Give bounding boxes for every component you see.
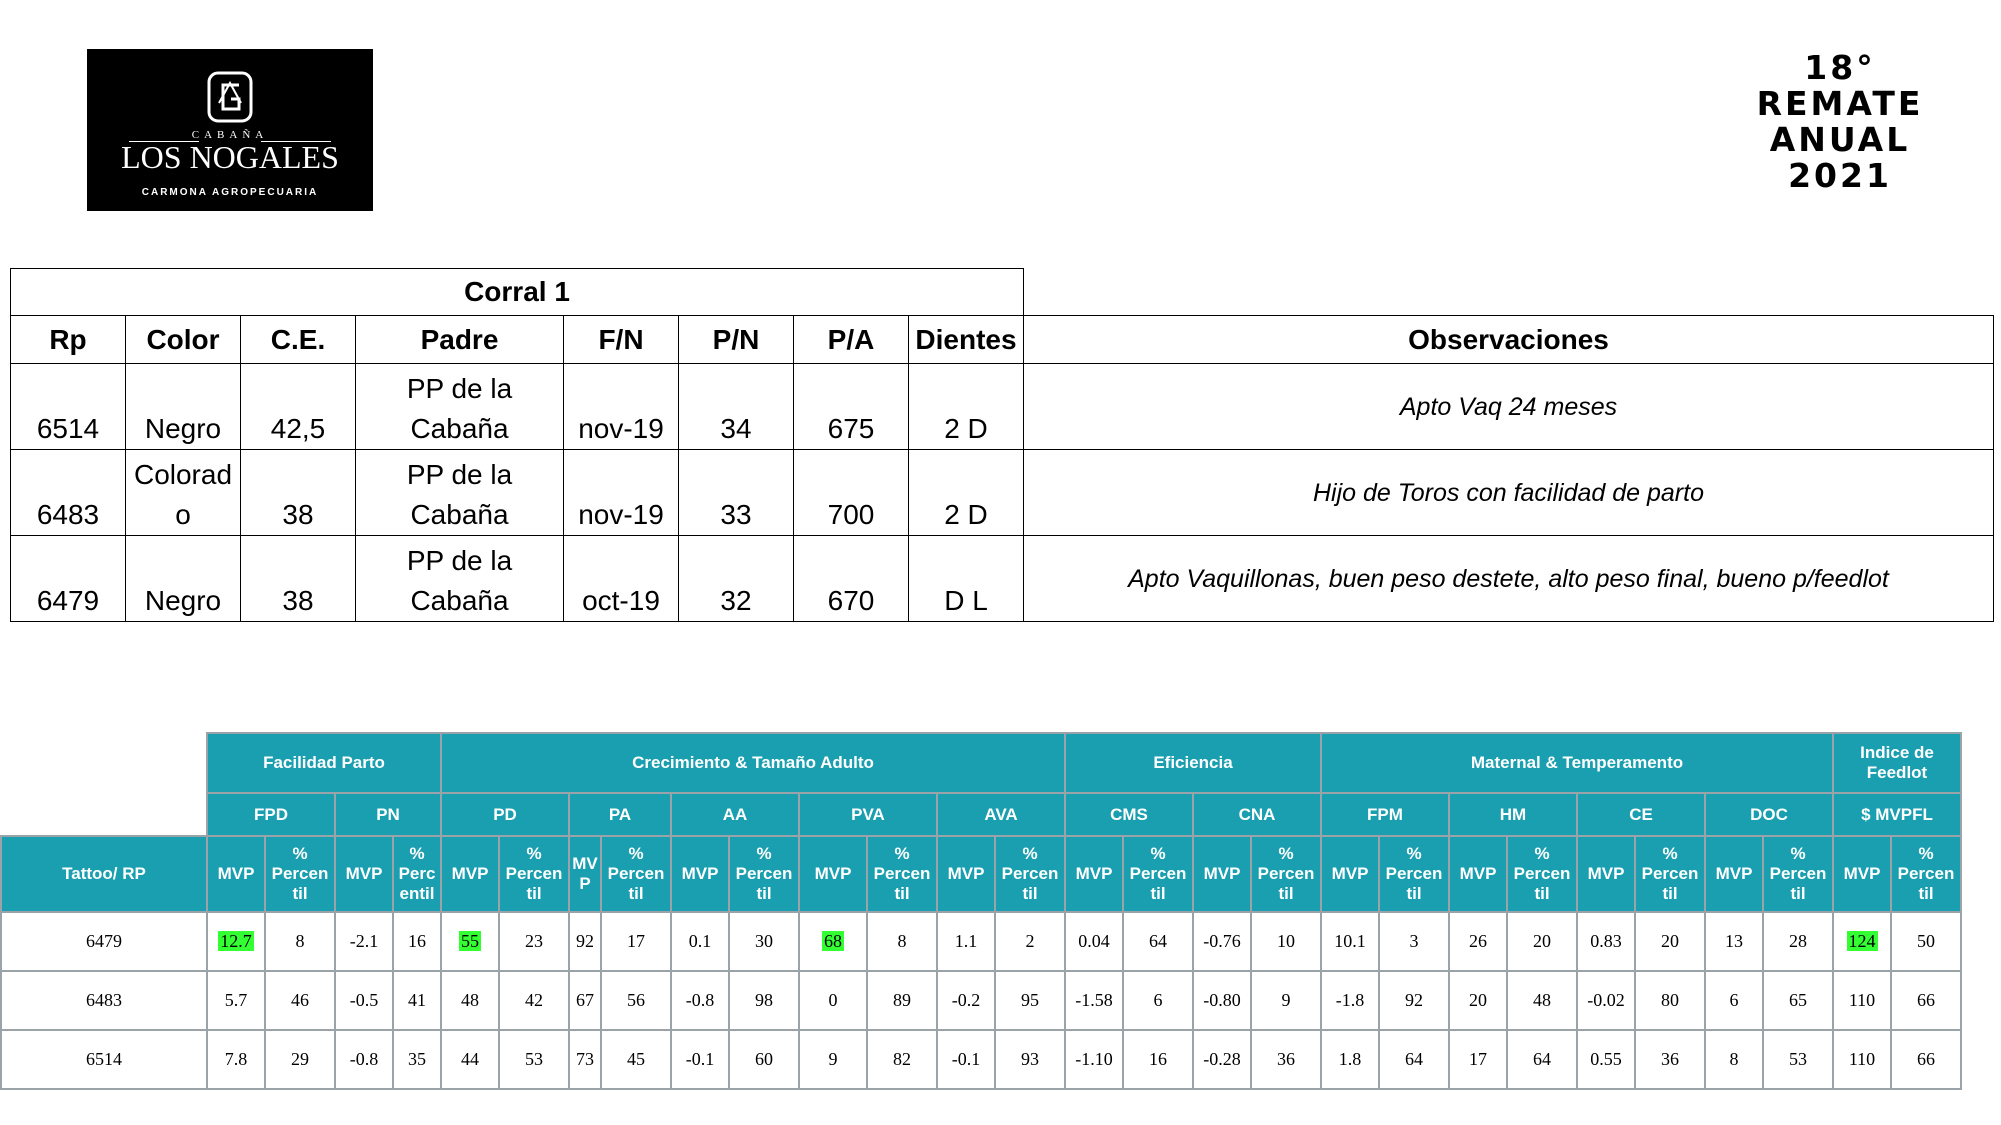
value-text: 20 bbox=[1469, 990, 1487, 1010]
trait-header: PA bbox=[569, 793, 671, 836]
value-text: 10 bbox=[1277, 931, 1295, 951]
value-text: 9 bbox=[1281, 990, 1291, 1010]
rp-cell: 6479 bbox=[1, 912, 207, 971]
value-text: -0.8 bbox=[349, 1049, 379, 1069]
trait-header: FPM bbox=[1321, 793, 1449, 836]
value-text: 110 bbox=[1848, 1049, 1876, 1069]
value-text: -0.5 bbox=[349, 990, 379, 1010]
padre-line: Cabaña bbox=[410, 585, 509, 616]
padre-line: PP de la bbox=[406, 545, 513, 576]
value-text: 0.1 bbox=[688, 931, 712, 951]
mvp-header: MVP bbox=[1449, 836, 1507, 912]
value-text: -1.58 bbox=[1075, 990, 1113, 1010]
trait-header: FPD bbox=[207, 793, 335, 836]
value-cell bbox=[799, 1030, 867, 1089]
percentil-header: % Percen til bbox=[1123, 836, 1193, 912]
column-header: Padre bbox=[356, 316, 564, 364]
value-cell bbox=[937, 971, 995, 1030]
value-cell bbox=[265, 971, 335, 1030]
padre-line: PP de la bbox=[406, 459, 513, 490]
value-text: 9 bbox=[828, 1049, 838, 1069]
percentil-header: % Percen til bbox=[729, 836, 799, 912]
event-title-line: REMATE bbox=[1756, 84, 1924, 123]
rp-cell: 6479 bbox=[11, 536, 126, 622]
trait-header: HM bbox=[1449, 793, 1577, 836]
value-text: 20 bbox=[1533, 931, 1551, 951]
value-cell bbox=[1507, 1030, 1577, 1089]
table-row bbox=[11, 364, 1994, 450]
value-text: 44 bbox=[461, 1049, 479, 1069]
column-header: Dientes bbox=[909, 316, 1024, 364]
value-text: 1.8 bbox=[1338, 1049, 1362, 1069]
value-cell bbox=[995, 971, 1065, 1030]
value-cell bbox=[207, 971, 265, 1030]
value-text: 64 bbox=[1149, 931, 1167, 951]
percentil-header: % Percen til bbox=[1379, 836, 1449, 912]
fn-cell: nov-19 bbox=[564, 450, 679, 536]
percentil-header: % Percen til bbox=[1251, 836, 1321, 912]
value-cell bbox=[671, 971, 729, 1030]
value-text: 16 bbox=[1149, 1049, 1167, 1069]
value-cell bbox=[207, 1030, 265, 1089]
event-title-line: ANUAL bbox=[1769, 120, 1911, 159]
value-text: 92 bbox=[1405, 990, 1423, 1010]
value-cell bbox=[1449, 971, 1507, 1030]
value-text: 6 bbox=[1153, 990, 1163, 1010]
value-text: 20 bbox=[1661, 931, 1679, 951]
value-cell bbox=[393, 912, 441, 971]
value-text: 3 bbox=[1409, 931, 1419, 951]
value-text: 53 bbox=[1789, 1049, 1807, 1069]
table-row bbox=[11, 450, 1994, 536]
value-text: 36 bbox=[1277, 1049, 1295, 1069]
mvp-header: MVP bbox=[1577, 836, 1635, 912]
value-cell bbox=[867, 1030, 937, 1089]
mvp-header: MVP bbox=[1065, 836, 1123, 912]
value-text: -1.10 bbox=[1075, 1049, 1113, 1069]
value-cell bbox=[1321, 1030, 1379, 1089]
padre-cell bbox=[356, 536, 564, 622]
value-cell bbox=[499, 1030, 569, 1089]
value-text: 16 bbox=[408, 931, 426, 951]
corral-table bbox=[10, 268, 1994, 622]
value-cell bbox=[799, 912, 867, 971]
value-cell bbox=[1065, 1030, 1123, 1089]
logo-sub-text: CARMONA AGROPECUARIA bbox=[141, 187, 319, 198]
pa-cell: 670 bbox=[794, 536, 909, 622]
percentil-header: % Percen til bbox=[1891, 836, 1961, 912]
rp-cell: 6514 bbox=[1, 1030, 207, 1089]
value-cell bbox=[937, 1030, 995, 1089]
observaciones-cell: Hijo de Toros con facilidad de parto bbox=[1024, 450, 1994, 536]
value-text: 64 bbox=[1533, 1049, 1551, 1069]
color-cell bbox=[126, 450, 241, 536]
value-cell bbox=[799, 971, 867, 1030]
value-text: 68 bbox=[824, 931, 842, 951]
value-cell bbox=[1193, 912, 1251, 971]
value-text: 0.04 bbox=[1078, 931, 1110, 951]
mvp-header: MV P bbox=[569, 836, 601, 912]
value-cell bbox=[1251, 912, 1321, 971]
value-text: 89 bbox=[893, 990, 911, 1010]
table-row bbox=[1, 912, 1961, 971]
pn-cell: 34 bbox=[679, 364, 794, 450]
value-text: 60 bbox=[755, 1049, 773, 1069]
value-cell bbox=[995, 912, 1065, 971]
epd-table bbox=[0, 732, 1962, 1090]
value-cell bbox=[1251, 1030, 1321, 1089]
value-text: 5.7 bbox=[224, 990, 248, 1010]
logo-emblem-icon bbox=[205, 69, 255, 125]
value-text: 35 bbox=[408, 1049, 426, 1069]
mvp-header: MVP bbox=[799, 836, 867, 912]
percentil-header: % Percen til bbox=[1635, 836, 1705, 912]
value-cell bbox=[601, 912, 671, 971]
value-text: 29 bbox=[291, 1049, 309, 1069]
value-cell bbox=[1635, 912, 1705, 971]
value-cell bbox=[335, 971, 393, 1030]
value-text: -0.8 bbox=[685, 990, 715, 1010]
value-cell bbox=[601, 1030, 671, 1089]
value-cell bbox=[1577, 912, 1635, 971]
pn-cell: 33 bbox=[679, 450, 794, 536]
value-text: 48 bbox=[461, 990, 479, 1010]
ce-cell: 42,5 bbox=[241, 364, 356, 450]
pn-cell: 32 bbox=[679, 536, 794, 622]
value-cell bbox=[441, 912, 499, 971]
trait-header: AA bbox=[671, 793, 799, 836]
value-cell bbox=[1507, 912, 1577, 971]
value-text: -0.80 bbox=[1203, 990, 1241, 1010]
value-text: 0 bbox=[828, 990, 838, 1010]
trait-header: CE bbox=[1577, 793, 1705, 836]
value-text: 13 bbox=[1725, 931, 1743, 951]
value-cell bbox=[1891, 1030, 1961, 1089]
value-cell bbox=[265, 912, 335, 971]
blank-cell bbox=[1, 733, 207, 793]
observaciones-cell: Apto Vaquillonas, buen peso destete, alto peso final, bueno p/feedlot bbox=[1024, 536, 1994, 622]
value-text: 0.55 bbox=[1590, 1049, 1622, 1069]
percentil-header: % Percen til bbox=[867, 836, 937, 912]
value-cell bbox=[265, 1030, 335, 1089]
value-cell bbox=[601, 971, 671, 1030]
mvp-header: MVP bbox=[671, 836, 729, 912]
value-cell bbox=[1705, 971, 1763, 1030]
column-header: Observaciones bbox=[1024, 316, 1994, 364]
value-cell bbox=[729, 971, 799, 1030]
rp-cell: 6514 bbox=[11, 364, 126, 450]
value-text: 92 bbox=[576, 931, 594, 951]
value-text: 1.1 bbox=[954, 931, 978, 951]
group-header: Maternal & Temperamento bbox=[1321, 733, 1833, 793]
value-cell bbox=[1507, 971, 1577, 1030]
value-cell bbox=[1123, 1030, 1193, 1089]
mvp-header: MVP bbox=[1705, 836, 1763, 912]
value-cell bbox=[867, 912, 937, 971]
trait-header: PVA bbox=[799, 793, 937, 836]
value-cell bbox=[1123, 912, 1193, 971]
row-header: Tattoo/ RP bbox=[1, 836, 207, 912]
value-cell bbox=[1449, 1030, 1507, 1089]
mvp-header: MVP bbox=[1833, 836, 1891, 912]
value-cell bbox=[441, 1030, 499, 1089]
group-header: Indice de Feedlot bbox=[1833, 733, 1961, 793]
value-text: -0.2 bbox=[951, 990, 981, 1010]
value-text: 66 bbox=[1917, 1049, 1935, 1069]
value-text: 48 bbox=[1533, 990, 1551, 1010]
trait-header: AVA bbox=[937, 793, 1065, 836]
fn-cell: oct-19 bbox=[564, 536, 679, 622]
ce-cell: 38 bbox=[241, 536, 356, 622]
table-row bbox=[1, 1030, 1961, 1089]
value-text: 67 bbox=[576, 990, 594, 1010]
value-text: 98 bbox=[755, 990, 773, 1010]
blank-cell bbox=[1, 793, 207, 836]
value-text: -0.1 bbox=[951, 1049, 981, 1069]
value-cell bbox=[1065, 912, 1123, 971]
value-cell bbox=[499, 971, 569, 1030]
value-cell bbox=[335, 912, 393, 971]
value-text: 95 bbox=[1021, 990, 1039, 1010]
percentil-header: % Percen til bbox=[601, 836, 671, 912]
value-cell bbox=[729, 1030, 799, 1089]
value-cell bbox=[1251, 971, 1321, 1030]
padre-line: Cabaña bbox=[410, 499, 509, 530]
value-text: 17 bbox=[1469, 1049, 1487, 1069]
value-text: 2 bbox=[1025, 931, 1035, 951]
value-cell bbox=[1379, 971, 1449, 1030]
logo-name-text: LOS NOGALES bbox=[121, 139, 339, 175]
value-cell bbox=[1321, 971, 1379, 1030]
value-cell bbox=[1379, 1030, 1449, 1089]
group-header: Facilidad Parto bbox=[207, 733, 441, 793]
table-row bbox=[11, 536, 1994, 622]
value-cell bbox=[937, 912, 995, 971]
column-header: F/N bbox=[564, 316, 679, 364]
value-text: 41 bbox=[408, 990, 426, 1010]
pa-cell: 675 bbox=[794, 364, 909, 450]
value-text: -0.1 bbox=[685, 1049, 715, 1069]
value-text: 8 bbox=[1729, 1049, 1739, 1069]
value-cell bbox=[499, 912, 569, 971]
color-line: o bbox=[175, 499, 191, 530]
trait-header: DOC bbox=[1705, 793, 1833, 836]
value-text: 6 bbox=[1729, 990, 1739, 1010]
event-title-line: 18° bbox=[1804, 48, 1876, 87]
percentil-header: % Percen til bbox=[1763, 836, 1833, 912]
value-text: 53 bbox=[525, 1049, 543, 1069]
value-text: 45 bbox=[627, 1049, 645, 1069]
value-text: 124 bbox=[1848, 931, 1876, 951]
value-cell bbox=[1065, 971, 1123, 1030]
value-text: -1.8 bbox=[1335, 990, 1365, 1010]
logo-top-text: CABAÑA bbox=[191, 129, 269, 141]
value-cell bbox=[1379, 912, 1449, 971]
percentil-header: % Perc entil bbox=[393, 836, 441, 912]
value-text: 80 bbox=[1661, 990, 1679, 1010]
value-cell bbox=[1833, 912, 1891, 971]
value-cell bbox=[1635, 971, 1705, 1030]
cabana-los-nogales-logo bbox=[87, 49, 373, 211]
value-text: 17 bbox=[627, 931, 645, 951]
value-cell bbox=[671, 1030, 729, 1089]
value-cell bbox=[867, 971, 937, 1030]
color-cell: Negro bbox=[126, 536, 241, 622]
trait-header: CNA bbox=[1193, 793, 1321, 836]
mvp-header: MVP bbox=[207, 836, 265, 912]
dientes-cell: 2 D bbox=[909, 450, 1024, 536]
value-cell bbox=[671, 912, 729, 971]
value-text: 28 bbox=[1789, 931, 1807, 951]
column-header: Rp bbox=[11, 316, 126, 364]
value-text: 8 bbox=[295, 931, 305, 951]
observaciones-cell: Apto Vaq 24 meses bbox=[1024, 364, 1994, 450]
mvp-header: MVP bbox=[335, 836, 393, 912]
rp-cell: 6483 bbox=[1, 971, 207, 1030]
value-text: 26 bbox=[1469, 931, 1487, 951]
value-cell bbox=[569, 1030, 601, 1089]
corral-title: Corral 1 bbox=[11, 269, 1024, 316]
percentil-header: % Percen til bbox=[995, 836, 1065, 912]
value-text: 10.1 bbox=[1334, 931, 1366, 951]
group-header: Eficiencia bbox=[1065, 733, 1321, 793]
mvp-header: MVP bbox=[1193, 836, 1251, 912]
value-text: 65 bbox=[1789, 990, 1807, 1010]
value-cell bbox=[335, 1030, 393, 1089]
value-text: 93 bbox=[1021, 1049, 1039, 1069]
pa-cell: 700 bbox=[794, 450, 909, 536]
padre-cell bbox=[356, 364, 564, 450]
group-header: Crecimiento & Tamaño Adulto bbox=[441, 733, 1065, 793]
value-text: 7.8 bbox=[224, 1049, 248, 1069]
value-text: 12.7 bbox=[220, 931, 252, 951]
value-cell bbox=[1123, 971, 1193, 1030]
mvp-header: MVP bbox=[441, 836, 499, 912]
table-row bbox=[1, 971, 1961, 1030]
value-text: -0.28 bbox=[1203, 1049, 1241, 1069]
value-text: 82 bbox=[893, 1049, 911, 1069]
value-text: 55 bbox=[461, 931, 479, 951]
value-cell bbox=[1577, 971, 1635, 1030]
value-cell bbox=[729, 912, 799, 971]
value-cell bbox=[1833, 1030, 1891, 1089]
value-text: -0.76 bbox=[1203, 931, 1241, 951]
percentil-header: % Percen til bbox=[499, 836, 569, 912]
event-title-line: 2021 bbox=[1788, 156, 1892, 195]
value-cell bbox=[1891, 912, 1961, 971]
value-cell bbox=[1763, 1030, 1833, 1089]
padre-line: PP de la bbox=[406, 373, 513, 404]
value-text: 46 bbox=[291, 990, 309, 1010]
rp-cell: 6483 bbox=[11, 450, 126, 536]
value-cell bbox=[1193, 1030, 1251, 1089]
mvp-header: MVP bbox=[937, 836, 995, 912]
padre-cell bbox=[356, 450, 564, 536]
value-text: -0.02 bbox=[1587, 990, 1625, 1010]
value-text: 64 bbox=[1405, 1049, 1423, 1069]
value-cell bbox=[393, 971, 441, 1030]
dientes-cell: D L bbox=[909, 536, 1024, 622]
value-cell bbox=[393, 1030, 441, 1089]
column-header: P/N bbox=[679, 316, 794, 364]
column-header: P/A bbox=[794, 316, 909, 364]
value-text: 110 bbox=[1848, 990, 1876, 1010]
value-cell bbox=[441, 971, 499, 1030]
column-header: C.E. bbox=[241, 316, 356, 364]
trait-header: PD bbox=[441, 793, 569, 836]
value-cell bbox=[1763, 971, 1833, 1030]
column-header: Color bbox=[126, 316, 241, 364]
value-cell bbox=[569, 912, 601, 971]
event-title bbox=[1740, 50, 1940, 194]
value-cell bbox=[1635, 1030, 1705, 1089]
percentil-header: % Percen til bbox=[1507, 836, 1577, 912]
padre-line: Cabaña bbox=[410, 413, 509, 444]
value-text: 73 bbox=[576, 1049, 594, 1069]
value-cell bbox=[1891, 971, 1961, 1030]
value-cell bbox=[1449, 912, 1507, 971]
value-text: 42 bbox=[525, 990, 543, 1010]
value-text: 23 bbox=[525, 931, 543, 951]
value-text: 30 bbox=[755, 931, 773, 951]
value-cell bbox=[995, 1030, 1065, 1089]
value-cell bbox=[1705, 912, 1763, 971]
ce-cell: 38 bbox=[241, 450, 356, 536]
value-cell bbox=[1193, 971, 1251, 1030]
value-text: 66 bbox=[1917, 990, 1935, 1010]
value-text: -2.1 bbox=[349, 931, 379, 951]
value-cell bbox=[569, 971, 601, 1030]
value-text: 36 bbox=[1661, 1049, 1679, 1069]
value-text: 0.83 bbox=[1590, 931, 1622, 951]
value-cell bbox=[1577, 1030, 1635, 1089]
fn-cell: nov-19 bbox=[564, 364, 679, 450]
value-cell bbox=[1321, 912, 1379, 971]
value-text: 56 bbox=[627, 990, 645, 1010]
trait-header: CMS bbox=[1065, 793, 1193, 836]
trait-header: PN bbox=[335, 793, 441, 836]
value-cell bbox=[1705, 1030, 1763, 1089]
value-cell bbox=[1833, 971, 1891, 1030]
dientes-cell: 2 D bbox=[909, 364, 1024, 450]
value-cell bbox=[1763, 912, 1833, 971]
percentil-header: % Percen til bbox=[265, 836, 335, 912]
value-text: 8 bbox=[897, 931, 907, 951]
color-cell: Negro bbox=[126, 364, 241, 450]
value-cell bbox=[207, 912, 265, 971]
value-text: 50 bbox=[1917, 931, 1935, 951]
mvp-header: MVP bbox=[1321, 836, 1379, 912]
trait-header: $ MVPFL bbox=[1833, 793, 1961, 836]
color-line: Colorad bbox=[133, 459, 233, 490]
